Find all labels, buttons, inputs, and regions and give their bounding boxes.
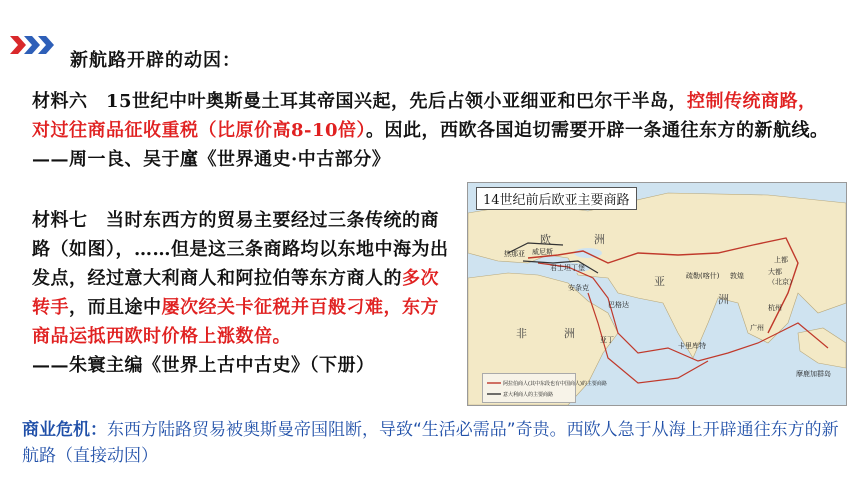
legend-swatches — [487, 380, 501, 398]
chevron-right-icon — [8, 32, 56, 58]
material-six — [32, 87, 839, 174]
map-label-guangzhou: 广州 — [750, 324, 764, 332]
map-label-asia: 亚 — [654, 275, 665, 288]
map-graphic — [468, 183, 846, 405]
map-label-baghdad: 巴格达 — [608, 301, 629, 309]
map-label-zhou: 洲 — [594, 233, 605, 246]
map-label-hangzhou: 杭州 — [768, 304, 782, 312]
material-seven-text: 材料七 当时东西方的贸易主要经过三条传统的商路（如图），……但是这三条商路均以东地中海为出发点，经过意大利商人和阿拉伯等东方商人的 — [32, 210, 449, 289]
material-seven-highlight-1: 多次转手 — [32, 268, 439, 318]
material-seven — [32, 206, 457, 380]
material-seven-highlight-2: 屡次经关卡征税并百般刁难，东方商品运抵西欧时价格上涨数倍。 — [32, 297, 439, 347]
map-label-beijing: （北京） — [768, 278, 796, 286]
material-six-text: 材料六 15世纪中叶奥斯曼土耳其帝国兴起，先后占领小亚细亚和巴尔干半岛， — [32, 91, 688, 112]
material-seven-text-2: ，而且途中 — [69, 297, 162, 318]
crisis-label: 商业危机： — [22, 420, 107, 440]
map-legend — [482, 373, 607, 403]
map-label-constantinople: 君士坦丁堡 — [550, 264, 585, 272]
map-label-zhou: 洲 — [718, 293, 729, 306]
map-label-aden: 亚丁 — [600, 336, 614, 344]
commercial-crisis-summary — [22, 417, 852, 469]
map-label-africa: 非 — [516, 327, 527, 340]
trade-route-map — [467, 182, 847, 406]
map-label-shangdu: 上都 — [774, 256, 788, 264]
map-label-zhou: 洲 — [564, 327, 575, 340]
map-label-kashgar: 疏勒(喀什) — [686, 272, 720, 280]
legend-italian-route: 意大利商人的主要商路 — [503, 392, 554, 398]
map-label-europe: 欧 — [540, 233, 551, 246]
map-label-dunhuang: 敦煌 — [730, 272, 744, 280]
material-six-source: 。因此，西欧各国迫切需要开辟一条通往东方的新航线。 ——周一良、吴于廑《世界通史·中古部分》 — [32, 120, 839, 170]
map-label-maluku: 摩鹿加群岛 — [796, 370, 831, 378]
map-label-calicut: 卡里库特 — [678, 342, 706, 350]
map-title: 14世纪前后欧亚主要商路 — [476, 187, 637, 210]
material-seven-source: ——朱寰主编《世界上古中古史》（下册） — [32, 355, 375, 376]
map-label-antioch: 安条克 — [568, 284, 589, 292]
legend-arab-route: 阿拉伯商人(其中东段也有中国商人)的主要商路 — [503, 381, 607, 387]
map-label-dadu: 大都 — [768, 268, 782, 276]
map-label-genoa: 热那亚 — [504, 250, 525, 258]
section-heading: 新航路开辟的动因： — [70, 50, 241, 71]
material-six-highlight: 控制传统商路，对过往商品征收重税（比原价高8-10倍） — [32, 91, 817, 141]
map-label-venice: 威尼斯 — [532, 248, 553, 256]
crisis-text: 东西方陆路贸易被奥斯曼帝国阻断，导致“生活必需品”奇贵。西欧人急于从海上开辟通往东方的新航路（直接动因） — [22, 420, 839, 466]
